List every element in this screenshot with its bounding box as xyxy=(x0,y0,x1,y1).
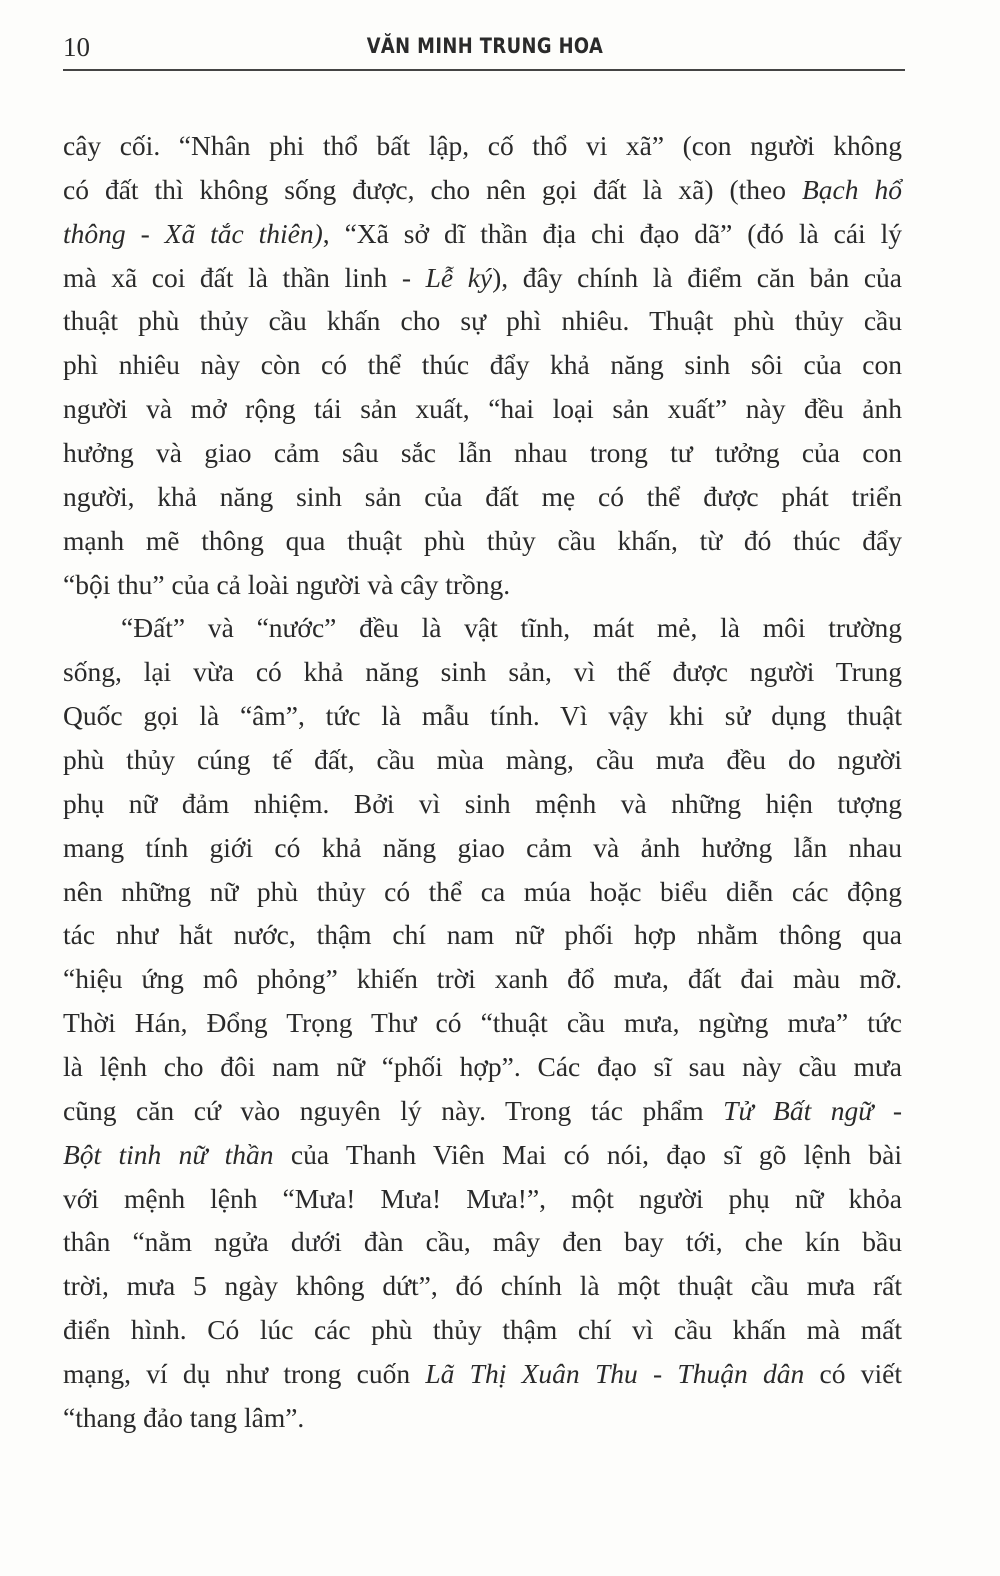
text-segment: sống, lại vừa có khả năng sinh sản, vì thế được người Trung xyxy=(63,656,902,688)
text-segment: ), đây chính là điểm căn bản của xyxy=(492,261,902,293)
text-segment: “thang đảo tang lâm”. xyxy=(63,1401,305,1433)
text-segment: người và mở rộng tái sản xuất, “hai loại sản xuất” này đều ảnh xyxy=(63,393,902,425)
text-line xyxy=(63,913,902,957)
text-line xyxy=(63,387,902,431)
running-title: VĂN MINH TRUNG HOA xyxy=(366,34,604,58)
italic-title-text: Tử Bất ngữ - xyxy=(723,1094,902,1126)
text-segment: với mệnh lệnh “Mưa! Mưa! Mưa!”, một người phụ nữ khỏa xyxy=(63,1182,902,1214)
text-line xyxy=(63,1220,902,1264)
italic-title-text: Bột tinh nữ thần xyxy=(63,1138,274,1170)
text-line xyxy=(63,870,902,914)
text-line xyxy=(63,1264,902,1308)
text-segment: hưởng và giao cảm sâu sắc lẫn nhau trong tư tưởng của con xyxy=(63,437,902,469)
text-line xyxy=(63,1045,902,1089)
text-line xyxy=(63,606,902,650)
text-segment: mang tính giới có khả năng giao cảm và ảnh hưởng lẫn nhau xyxy=(63,831,902,863)
text-segment: Quốc gọi là “âm”, tức là mẫu tính. Vì vậy khi sử dụng thuật xyxy=(63,700,902,732)
text-segment: trời, mưa 5 ngày không dứt”, đó chính là một thuật cầu mưa rất xyxy=(63,1270,902,1302)
text-segment: phì nhiêu này còn có thể thúc đẩy khả năng sinh sôi của con xyxy=(63,349,902,381)
text-line xyxy=(63,650,902,694)
text-segment: mà xã coi đất là thần linh - xyxy=(63,261,426,293)
text-segment: người, khả năng sinh sản của đất mẹ có thể được phát triển xyxy=(63,480,902,512)
text-segment: điển hình. Có lúc các phù thủy thậm chí vì cầu khấn mà mất xyxy=(63,1314,902,1346)
text-line xyxy=(63,519,902,563)
italic-title-text: thông - Xã tắc thiên) xyxy=(63,217,323,249)
body-text xyxy=(63,124,902,1440)
text-segment: Thời Hán, Đổng Trọng Thư có “thuật cầu mưa, ngừng mưa” tức xyxy=(63,1007,902,1039)
text-line xyxy=(63,1133,902,1177)
text-line xyxy=(63,1352,902,1396)
text-line xyxy=(63,738,902,782)
text-segment: thân “nằm ngửa dưới đàn cầu, mây đen bay tới, che kín bầu xyxy=(63,1226,902,1258)
text-segment: của Thanh Viên Mai có nói, đạo sĩ gõ lệnh bài xyxy=(273,1138,902,1170)
italic-title-text: Bạch hổ xyxy=(802,173,902,205)
text-segment: cây cối. “Nhân phi thổ bất lập, cố thổ vi xã” (con người không xyxy=(63,130,902,161)
text-line xyxy=(63,694,902,738)
header-rule xyxy=(63,69,905,71)
text-line xyxy=(63,299,902,343)
text-segment: phụ nữ đảm nhiệm. Bởi vì sinh mệnh và những hiện tượng xyxy=(63,787,902,819)
text-line xyxy=(63,1001,902,1045)
text-segment: thuật phù thủy cầu khấn cho sự phì nhiêu. Thuật phù thủy cầu xyxy=(63,305,902,337)
italic-title-text: Lễ ký xyxy=(425,261,493,293)
text-segment: có viết xyxy=(804,1358,902,1390)
text-segment: nên những nữ phù thủy có thể ca múa hoặc biểu diễn các động xyxy=(63,875,902,907)
text-line xyxy=(63,124,902,168)
text-line xyxy=(63,212,902,256)
text-line xyxy=(63,957,902,1001)
text-line xyxy=(63,475,902,519)
italic-title-text: Lã Thị Xuân Thu - Thuận dân xyxy=(425,1358,805,1390)
text-line xyxy=(63,1177,902,1221)
text-segment: “Đất” và “nước” đều là vật tĩnh, mát mẻ, là môi trường xyxy=(121,612,902,644)
text-line xyxy=(63,168,902,212)
text-line xyxy=(63,1396,902,1440)
text-segment: cũng căn cứ vào nguyên lý này. Trong tác phẩm xyxy=(63,1094,724,1126)
text-line xyxy=(63,782,902,826)
text-line xyxy=(63,1089,902,1133)
text-line xyxy=(63,256,902,300)
text-segment: mạnh mẽ thông qua thuật phù thủy cầu khấn, từ đó thúc đẩy xyxy=(63,524,902,556)
text-line xyxy=(63,1308,902,1352)
text-segment: tác như hắt nước, thậm chí nam nữ phối hợp nhằm thông qua xyxy=(63,919,902,951)
text-line xyxy=(63,826,902,870)
text-line xyxy=(63,343,902,387)
text-segment: “hiệu ứng mô phỏng” khiến trời xanh đổ mưa, đất đai màu mỡ. xyxy=(63,963,902,995)
text-segment: mạng, ví dụ như trong cuốn xyxy=(63,1358,426,1390)
text-segment: , “Xã sở dĩ thần địa chi đạo dã” (đó là cái lý xyxy=(322,217,902,249)
text-line xyxy=(63,563,902,607)
page-number: 10 xyxy=(63,32,90,62)
text-segment: phù thủy cúng tế đất, cầu mùa màng, cầu mưa đều do người xyxy=(63,744,902,776)
text-line xyxy=(63,431,902,475)
text-segment: “bội thu” của cả loài người và cây trồng. xyxy=(63,568,511,600)
text-segment: có đất thì không sống được, cho nên gọi đất là xã) (theo xyxy=(63,173,802,205)
text-segment: là lệnh cho đôi nam nữ “phối hợp”. Các đạo sĩ sau này cầu mưa xyxy=(63,1051,902,1083)
